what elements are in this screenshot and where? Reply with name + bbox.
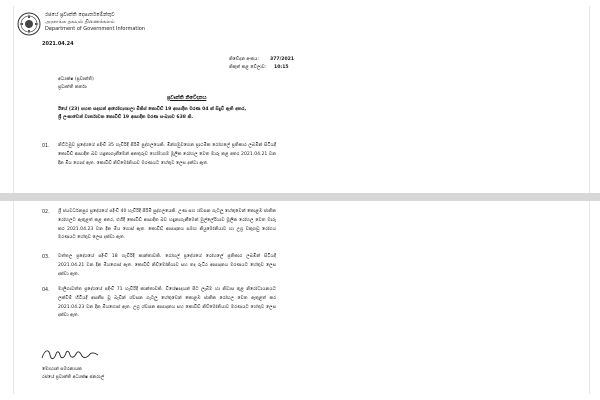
release-number-value: 377/2021 bbox=[270, 57, 295, 62]
signatory-title: රජයේ ප්‍රවෘත්ති අධ්‍යක්ෂ ජනරාල් bbox=[42, 375, 105, 380]
release-time-label: නිකුත් කළ වේලාව: bbox=[229, 65, 267, 70]
recipient-line-2: ප්‍රවෘත්ති කර්තෘ bbox=[58, 85, 87, 90]
intro-line-1: ඊයේ (23) පහත සඳහන් ආරෝග්‍යශාලා මිනිස් කොවිඩ් 19 ආසාදිත මරණ 04 ක් සිදුවී ඇති අතර, bbox=[58, 107, 247, 112]
paragraph-number: 04. bbox=[42, 288, 50, 293]
paragraph-number: 01. bbox=[42, 144, 50, 149]
signature-mark bbox=[40, 346, 100, 364]
recipient-line-1: අධ්‍යක්ෂ (ප්‍රවෘත්ති) bbox=[58, 77, 94, 82]
org-name-sinhala: රජයේ ප්‍රවෘත්ති දෙපාර්තමේන්තුව bbox=[45, 12, 115, 18]
page-separator bbox=[0, 193, 600, 201]
state-emblem-icon bbox=[17, 12, 41, 36]
release-number-label: නිවේදන අංකය: bbox=[229, 57, 259, 62]
org-name-tamil: அரசாங்க தகவல் திணைக்களம் bbox=[45, 19, 115, 25]
org-name-english: Department of Government Information bbox=[45, 26, 145, 32]
paragraph-text: වත්තල ප්‍රදේශයේ පදිංචි 18 හැවිරිදි කාන්තාවකි. රෝහල් ප්‍රදේශයේ රෝහලේ ප්‍රතිකාර ලබමින් සිටියදී 2021.04.21 වන දින මියගොස් ඇත. කොවිඩ් නිව්මෝනියාව සහ තද රුධිර ආසාදනය මරණයට හේතුව ලෙස දක්වා ඇත. bbox=[58, 254, 276, 277]
document-title: ප්‍රවෘත්ති නිවේදනය bbox=[167, 95, 207, 101]
paragraph-number: 03. bbox=[42, 255, 50, 260]
paragraph-text: මාලිගාවත්ත ප්‍රදේශයේ පදිංචි 71 හැවිරිදි කාන්තාවකි. විශේෂඥයන් පිට ලැබීම හා නිවාස තුළ නිරෝධායනයට ලක්වීම් හිටියදී අසනීප වූ බැවින් ශ්වසන ගැටලු හේතුවෙන් කොළඹ ජාතික රෝහල වෙත ඇතුළත් කර 2021.04.23 වන දින මියගොස් ඇත. උග්‍ර ශ්වසන ආසාදනය සහ කොවිඩ් නිව්මෝනියාව මරණයට හේතුව ලෙස දක්වා ඇත. bbox=[58, 287, 276, 319]
paragraph-text: ශ්‍රී ජයවර්ධනපුර ප්‍රදේශයේ පදිංචි 40 හැවිරිදි පිරිමි පුද්ගලයෙකි. උණ සහ ශ්වසන ගැටලු හේතුවෙන් කොළඹ ජාතික රෝහලට ඇතුළත් කළ අතර, එහිදී කොවිඩ් ආසාදිත බව හඳුනාගැනීමෙන් මුල්ලේරියාව මූලික රෝහල වෙත මාරු කර 2021.04.23 වන දින මිය ගොස් ඇත. කොවිඩ් ආසාදනය සමඟ නියුමෝනියාව හා උග්‍ර වකුගඩු රෝගය මරණයට හේතුව ලෙස දක්වා ඇත. bbox=[58, 209, 276, 241]
paragraph-number: 02. bbox=[42, 210, 50, 215]
intro-line-2: ශ්‍රී ලංකාවෙන් වාර්තාවන කොවිඩ් 19 ආසාදිත මරණ සංඛ්‍යාව 638 කි. bbox=[58, 115, 194, 120]
header-date: 2021.04.24 bbox=[42, 41, 74, 47]
release-time-value: 10:15 bbox=[274, 65, 289, 70]
signatory-name: මොහාන් සමරනායක bbox=[42, 367, 82, 372]
paragraph-text: නිට්ටඹුව ප්‍රදේශයේ පදිංචි 35 හැවිරිදි පිරිමි පුද්ගලයෙකි. මින්ගමුවගෙන ප්‍රාථමික රෝහලේ ප්‍රතිකාර ලබමින් සිටියදී කොවිඩ් ආසාදිත බව හඳුනාගැනීමෙන් අනතුරුව හෝමාගම මූලික රෝහල වෙත මාරු කළ අතර 2021.04.21 වන දින මිය ගොස් ඇත. කොවිඩ් නිව්මෝනියාව මරණයට හේතුව ලෙස දක්වා ඇත. bbox=[58, 143, 276, 166]
